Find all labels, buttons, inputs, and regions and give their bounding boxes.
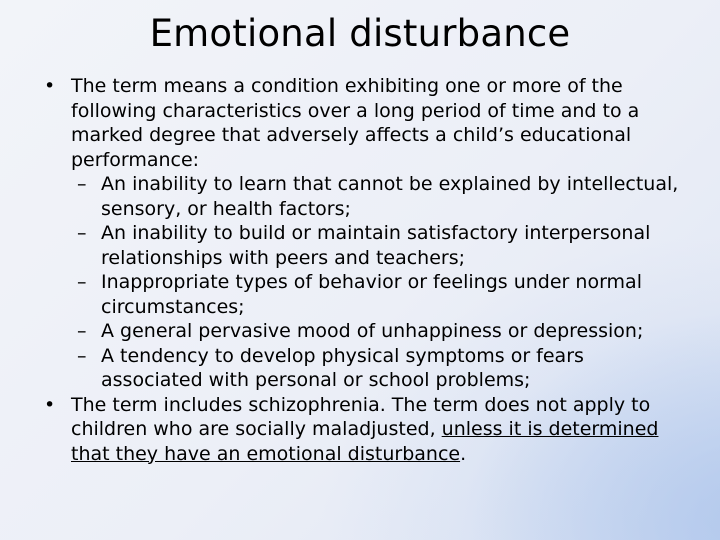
sub-bullet-marker: – <box>77 320 87 342</box>
bullet-schizophrenia <box>44 393 684 467</box>
bullet-text: The term includes schizophrenia. The term does not apply to children who are socially maladjusted, <box>71 393 651 440</box>
bullet-text-end: . <box>460 442 467 465</box>
sub-bullet-marker: – <box>77 271 87 293</box>
sub-bullet-item <box>44 344 684 393</box>
sub-bullet-text: A tendency to develop physical symptoms or fears associated with personal or school problems; <box>101 344 584 391</box>
sub-bullet-text: A general pervasive mood of unhappiness or depression; <box>101 320 644 342</box>
slide-title: Emotional disturbance <box>149 12 571 55</box>
sub-bullet-text: An inability to build or maintain satisfactory interpersonal relationships with peers and teachers; <box>101 222 651 269</box>
sub-bullet-item <box>44 270 684 319</box>
sub-bullet-text: An inability to learn that cannot be explained by intellectual, sensory, or health factors; <box>101 173 679 220</box>
sub-bullet-item <box>44 172 684 221</box>
sub-bullet-item <box>44 221 684 270</box>
bullet-text: The term means a condition exhibiting one or more of the following characteristics over a long period of time and to a marked degree that adversely affects a child’s educational performance: <box>71 75 640 171</box>
bullet-definition <box>44 74 684 172</box>
sub-bullet-marker: – <box>77 222 87 244</box>
slide-body <box>44 74 684 466</box>
bullet-marker: • <box>44 75 56 97</box>
bullet-marker: • <box>44 393 56 416</box>
underlined-text: unless it is determined that they have an emotional disturbance <box>71 418 659 465</box>
sub-bullet-text: Inappropriate types of behavior or feelings under normal circumstances; <box>101 271 642 318</box>
sub-bullet-item <box>44 319 684 344</box>
sub-bullet-marker: – <box>77 344 87 367</box>
sub-bullet-marker: – <box>77 173 87 195</box>
bullet-list <box>44 74 684 466</box>
